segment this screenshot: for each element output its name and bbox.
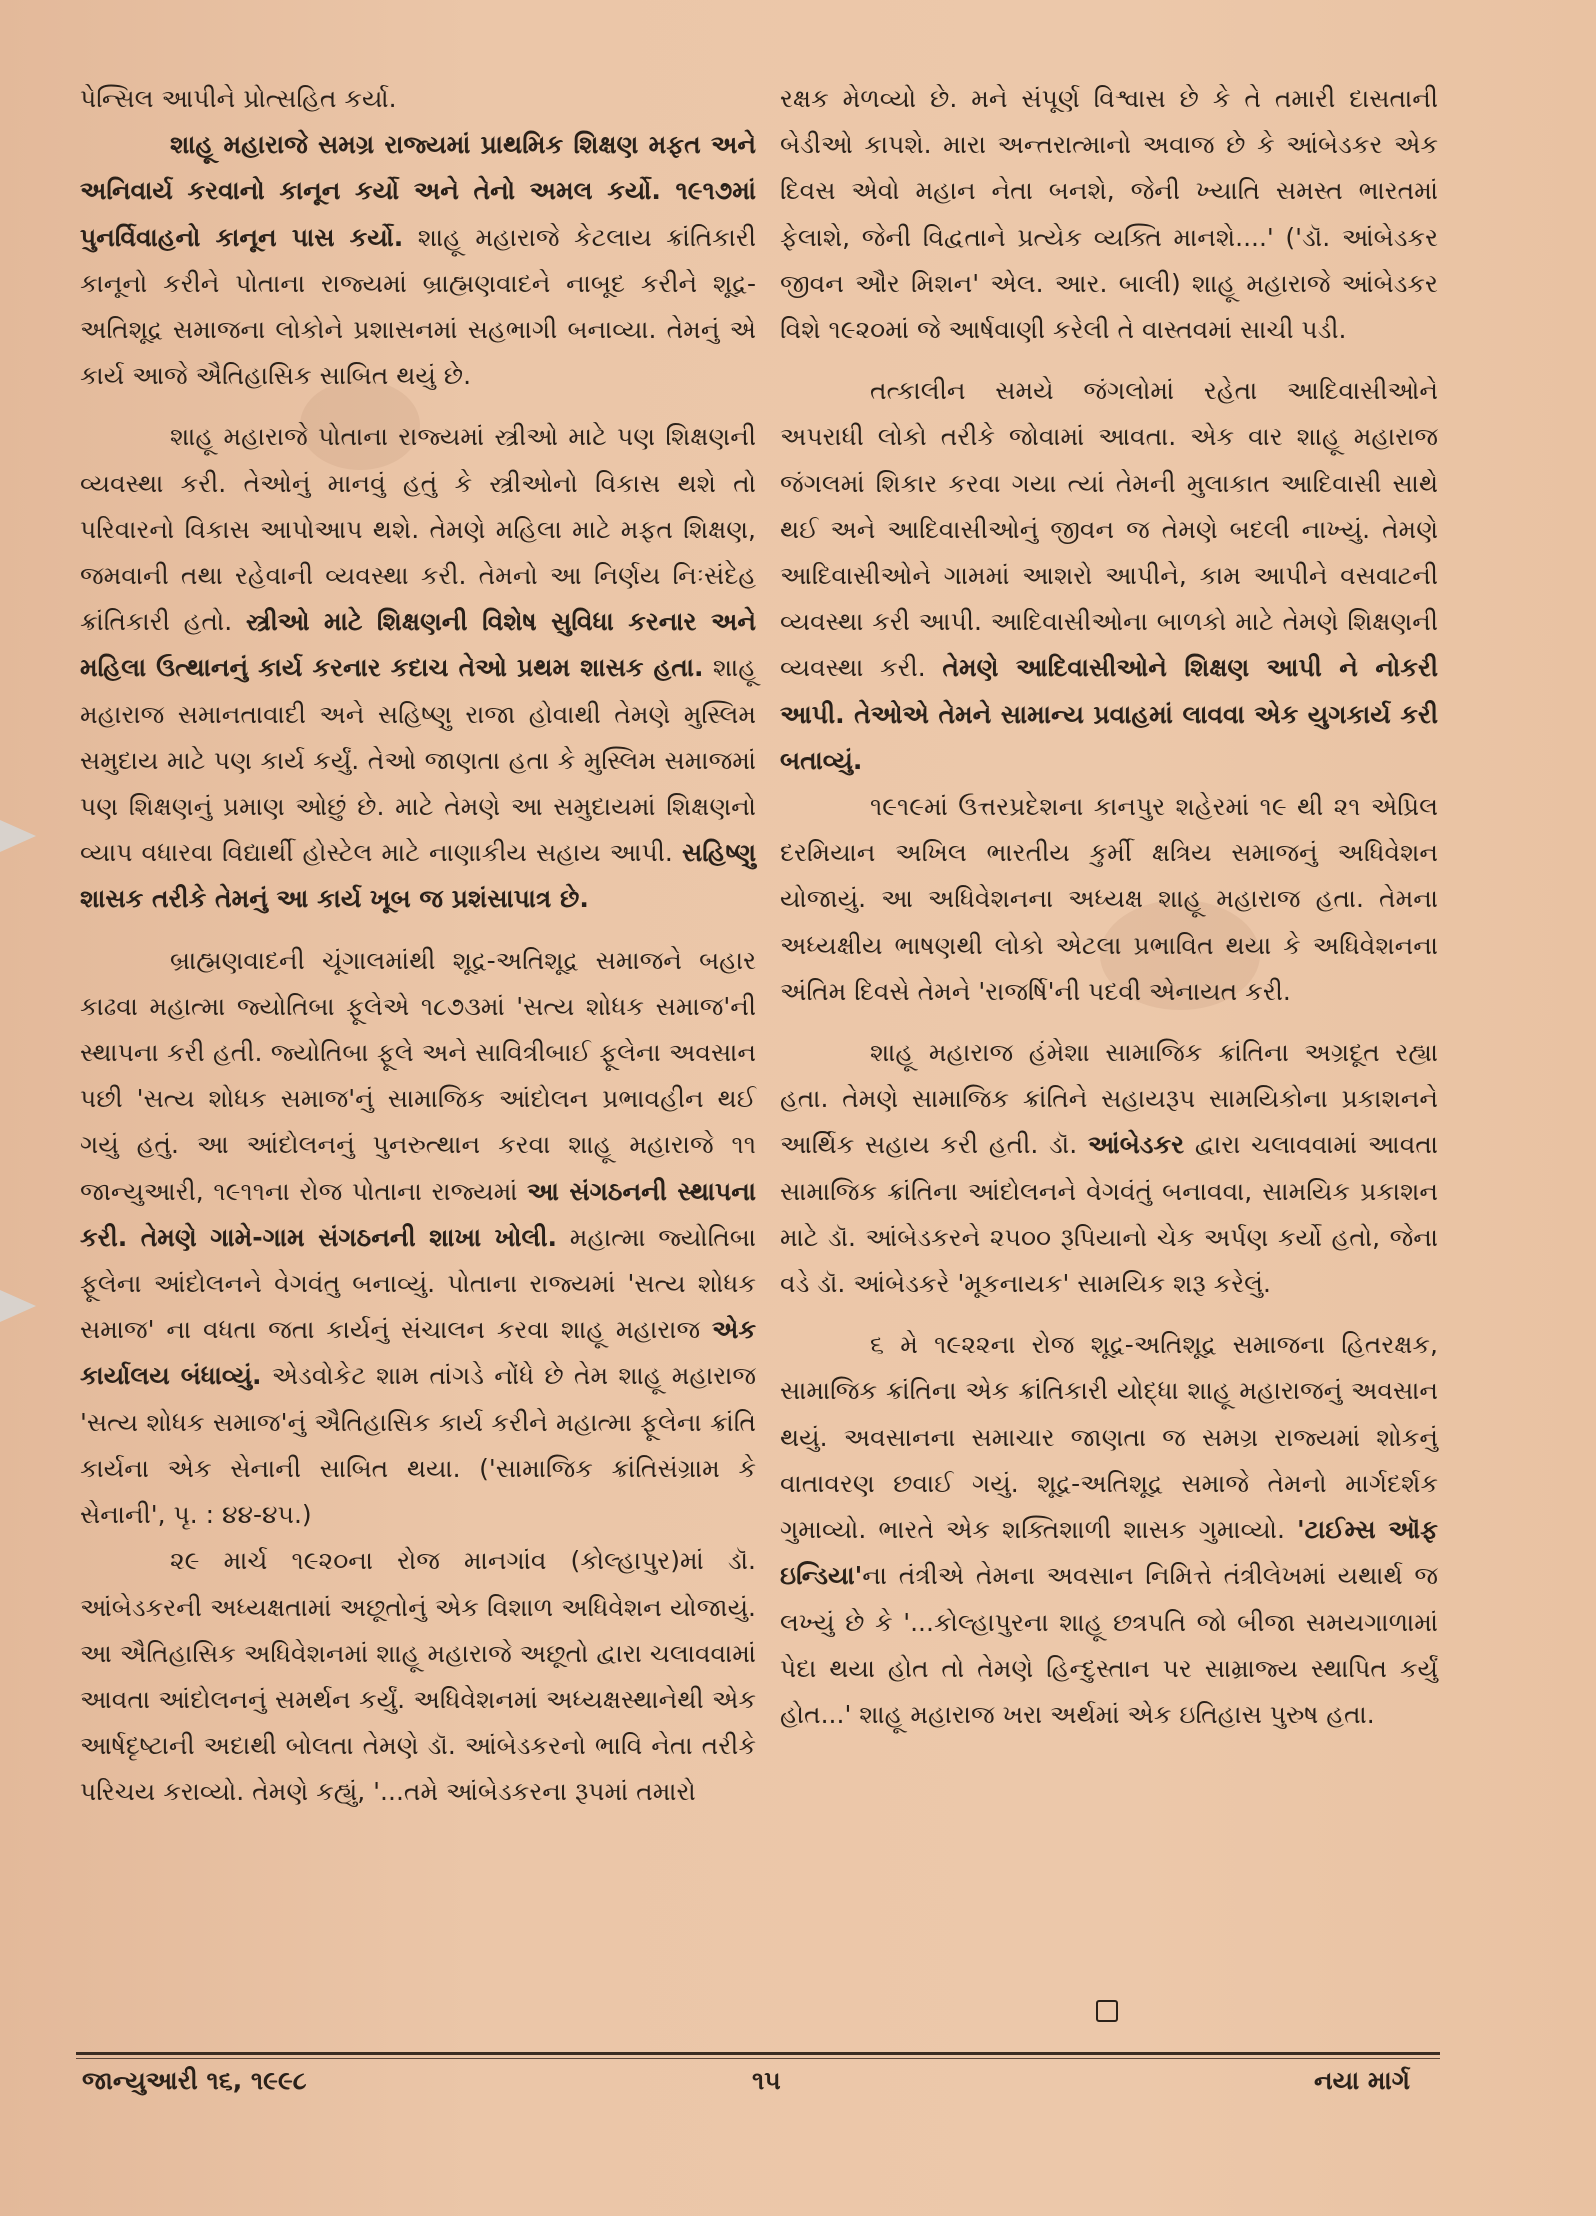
bold-text: શાહૂ મહારાજે સમગ્ર રાજ્યમાં પ્રાથમિક શિક્ષણ મફત અને અનિવાર્ય કરવાનો કાનૂન કર્યો અને તેનો અમલ કર્યો. ૧૯૧૭માં પુનર્વિવાહનો કાનૂન પાસ કર્યો. xyxy=(80,130,756,252)
paragraph xyxy=(780,76,1438,353)
punch-hole xyxy=(0,1290,36,1322)
paragraph xyxy=(80,938,756,1539)
paragraph xyxy=(780,784,1438,1015)
paragraph-text: શાહૂ મહારાજ સમાનતાવાદી અને સહિષ્ણુ રાજા હોવાથી તેમણે મુસ્લિમ સમુદાય માટે પણ કાર્ય કર્યું. તેઓ જાણતા હતા કે મુસ્લિમ સમાજમાં પણ શિક્ષણનું પ્રમાણ ઓછું છે. માટે તેમણે આ સમુદાયમાં શિક્ષણનો વ્યાપ વધારવા વિદ્યાર્થી હોસ્ટેલ માટે નાણાકીય સહાય આપી. xyxy=(80,653,757,868)
paragraph-text: પેન્સિલ આપીને પ્રોત્સહિત કર્યા. xyxy=(80,84,397,113)
bold-text: એક કાર્યાલય બંધાવ્યું. xyxy=(80,1315,756,1391)
paragraph-text: ૨૯ માર્ચ ૧૯૨૦ના રોજ માનગાંવ (કોલ્હાપુર)માં ડૉ. આંબેડકરની અધ્યક્ષતામાં અછૂતોનું એક વિશાળ અધિવેશન યોજાયું. આ ઐતિહાસિક અધિવેશનમાં શાહૂ મહારાજે અછૂતો દ્વારા ચલાવવામાં આવતા આંદોલનનું સમર્થન કર્યું. અધિવેશનમાં અધ્યક્ષસ્થાનેથી એક આર્ષદૃષ્ટાની અદાથી બોલતા તેમણે ડૉ. આંબેડકરનો ભાવિ નેતા તરીકે પરિચય કરાવ્યો. તેમણે કહ્યું, '...તમે આંબેડકરના રૂપમાં તમારો xyxy=(80,1546,756,1807)
paragraph-text: બ્રાહ્મણવાદની ચૂંગાલમાંથી શૂદ્ર-અતિશૂદ્ર સમાજને બહાર કાઢવા મહાત્મા જ્યોતિબા ફૂલેએ ૧૮૭૩માં 'સત્ય શોધક સમાજ'ની સ્થાપના કરી હતી. જ્યોતિબા ફૂલે અને સાવિત્રીબાઈ ફૂલેના અવસાન પછી 'સત્ય શોધક સમાજ'નું સામાજિક આંદોલન પ્રભાવહીન થઈ ગયું હતું. આ આંદોલનનું પુનરુત્થાન કરવા શાહૂ મહારાજે ૧૧ જાન્યુઆરી, ૧૯૧૧ના રોજ પોતાના રાજ્યમાં xyxy=(80,945,756,1206)
paragraph-text: શાહૂ મહારાજે કેટલાય ક્રાંતિકારી કાનૂનો કરીને પોતાના રાજ્યમાં બ્રાહ્મણવાદને નાબૂદ કરીને શૂદ્ર-અતિશૂદ્ર સમાજના લોકોને પ્રશાસનમાં સહભાગી બનાવ્યા. તેમનું એ કાર્ય આજે ઐતિહાસિક સાબિત થયું છે. xyxy=(80,222,756,391)
right-column xyxy=(780,76,1438,1738)
paragraph xyxy=(80,414,756,922)
bold-text: 'ટાઈમ્સ ઑફ ઇન્ડિયા' xyxy=(780,1515,1439,1591)
paragraph-text: ૬ મે ૧૯૨૨ના રોજ શૂદ્ર-અતિશૂદ્ર સમાજના હિતરક્ષક, સામાજિક ક્રાંતિના એક ક્રાંતિકારી યોદ્ધા શાહૂ મહારાજનું અવસાન થયું. અવસાનના સમાચાર જાણતા જ સમગ્ર રાજ્યમાં શોકનું વાતાવરણ છવાઈ ગયું. શૂદ્ર-અતિશૂદ્ર સમાજે તેમનો માર્ગદર્શક ગુમાવ્યો. ભારતે એક શક્તિશાળી શાસક ગુમાવ્યો. xyxy=(780,1330,1438,1545)
left-column xyxy=(80,76,756,1816)
publication-name: નયા માર્ગ xyxy=(1314,2066,1410,2095)
paragraph-text: એડવોકેટ શામ તાંગડે નોંધે છે તેમ શાહૂ મહારાજ 'સત્ય શોધક સમાજ'નું ઐતિહાસિક કાર્ય કરીને મહાત્મા ફૂલેના ક્રાંતિ કાર્યના એક સેનાની સાબિત થયા. ('સામાજિક ક્રાંતિસંગ્રામ કે સેનાની', પૃ. : ૪૪-૪૫.) xyxy=(80,1361,756,1530)
footer-date: જાન્યુઆરી ૧૬, ૧૯૯૮ xyxy=(82,2066,307,2095)
bold-text: તેમણે આદિવાસીઓને શિક્ષણ આપી ને નોકરી આપી. તેઓએ તેમને સામાન્ય પ્રવાહમાં લાવવા એક યુગકાર્ય કરી બતાવ્યું. xyxy=(780,653,1438,775)
paragraph xyxy=(780,368,1438,784)
footer-divider-thin xyxy=(76,2058,1440,2059)
paragraph xyxy=(780,1322,1438,1738)
bold-text: આ સંગઠનની સ્થાપના કરી. તેમણે ગામે-ગામ સંગઠનની શાખા ખોલી. xyxy=(80,1176,756,1252)
end-of-article-mark xyxy=(1096,2000,1118,2022)
paragraph-text: રક્ષક મેળવ્યો છે. મને સંપૂર્ણ વિશ્વાસ છે કે તે તમારી દાસતાની બેડીઓ કાપશે. મારા અન્તરાત્માનો અવાજ છે કે આંબેડકર એક દિવસ એવો મહાન નેતા બનશે, જેની ખ્યાતિ સમસ્ત ભારતમાં ફેલાશે, જેની વિદ્વતાને પ્રત્યેક વ્યક્તિ માનશે....' ('ડૉ. આંબેડકર જીવન ઔર મિશન' એલ. આર. બાલી) શાહૂ મહારાજે આંબેડકર વિશે ૧૯૨૦માં જે આર્ષવાણી કરેલી તે વાસ્તવમાં સાચી પડી. xyxy=(780,84,1438,345)
paragraph xyxy=(80,76,756,122)
paragraph-text: શાહૂ મહારાજ હંમેશા સામાજિક ક્રાંતિના અગ્રદૂત રહ્યા હતા. તેમણે સામાજિક ક્રાંતિને સહાયરૂપ સામયિકોના પ્રકાશનને આર્થિક સહાય કરી હતી. ડૉ. xyxy=(780,1038,1438,1160)
paragraph xyxy=(80,1538,756,1815)
paragraph-text: ૧૯૧૯માં ઉત્તરપ્રદેશના કાનપુર શહેરમાં ૧૯ થી ૨૧ એપ્રિલ દરમિયાન અખિલ ભારતીય કુર્મી ક્ષત્રિય સમાજનું અધિવેશન યોજાયું. આ અધિવેશનના અધ્યક્ષ શાહૂ મહારાજ હતા. તેમના અધ્યક્ષીય ભાષણથી લોકો એટલા પ્રભાવિત થયા કે અધિવેશનના અંતિમ દિવસે તેમને 'રાજર્ષિ'ની પદવી એનાયત કરી. xyxy=(780,792,1438,1006)
punch-hole xyxy=(0,820,36,852)
paragraph-text: ના તંત્રીએ તેમના અવસાન નિમિત્તે તંત્રીલેખમાં યથાર્થ જ લખ્યું છે કે '...કોલ્હાપુરના શાહૂ છત્રપતિ જો બીજા સમયગાળામાં પેદા થયા હોત તો તેમણે હિન્દુસ્તાન પર સામ્રાજ્ય સ્થાપિત કર્યું હોત...' શાહૂ મહારાજ ખરા અર્થમાં એક ઇતિહાસ પુરુષ હતા. xyxy=(780,1561,1438,1729)
paragraph-text: તત્કાલીન સમયે જંગલોમાં રહેતા આદિવાસીઓને અપરાધી લોકો તરીકે જોવામાં આવતા. એક વાર શાહૂ મહારાજ જંગલમાં શિકાર કરવા ગયા ત્યાં તેમની મુલાકાત આદિવાસી સાથે થઈ અને આદિવાસીઓનું જીવન જ તેમણે બદલી નાખ્યું. તેમણે આદિવાસીઓને ગામમાં આશરો આપીને, કામ આપીને વસવાટની વ્યવસ્થા કરી આપી. આદિવાસીઓના બાળકો માટે તેમણે શિક્ષણની વ્યવસ્થા કરી. xyxy=(780,376,1438,683)
bold-text: આંબેડકર xyxy=(1087,1130,1185,1160)
paragraph-text: શાહૂ મહારાજે પોતાના રાજ્યમાં સ્ત્રીઓ માટે પણ શિક્ષણની વ્યવસ્થા કરી. તેઓનું માનવું હતું કે સ્ત્રીઓનો વિકાસ થશે તો પરિવારનો વિકાસ આપોઆપ થશે. તેમણે મહિલા માટે મફત શિક્ષણ, જમવાની તથા રહેવાની વ્યવસ્થા કરી. તેમનો આ નિર્ણય નિઃસંદેહ ક્રાંતિકારી હતો. xyxy=(80,422,756,637)
paragraph-text: દ્વારા ચલાવવામાં આવતા સામાજિક ક્રાંતિના આંદોલનને વેગવંતું બનાવવા, સામયિક પ્રકાશન માટે ડૉ. આંબેડકરને ૨૫૦૦ રૂપિયાનો ચેક અર્પણ કર્યો હતો, જેના વડે ડૉ. આંબેડકરે 'મૂકનાયક' સામયિક શરૂ કરેલું. xyxy=(780,1130,1438,1299)
paragraph xyxy=(80,122,756,399)
paragraph xyxy=(780,1030,1438,1307)
bold-text: સ્ત્રીઓ માટે શિક્ષણની વિશેષ સુવિધા કરનાર અને મહિલા ઉત્થાનનું કાર્ય કરનાર કદાચ તેઓ પ્રથમ શાસક હતા. xyxy=(80,607,756,683)
paragraph-text: મહાત્મા જ્યોતિબા ફૂલેના આંદોલનને વેગવંતુ બનાવ્યું. પોતાના રાજ્યમાં 'સત્ય શોધક સમાજ' ના વધતા જતા કાર્યનું સંચાલન કરવા શાહૂ મહારાજ xyxy=(80,1222,756,1345)
footer-divider xyxy=(76,2052,1440,2055)
page-number: ૧૫ xyxy=(752,2066,781,2095)
bold-text: સહિષ્ણુ શાસક તરીકે તેમનું આ કાર્ય ખૂબ જ પ્રશંસાપાત્ર છે. xyxy=(80,838,756,914)
